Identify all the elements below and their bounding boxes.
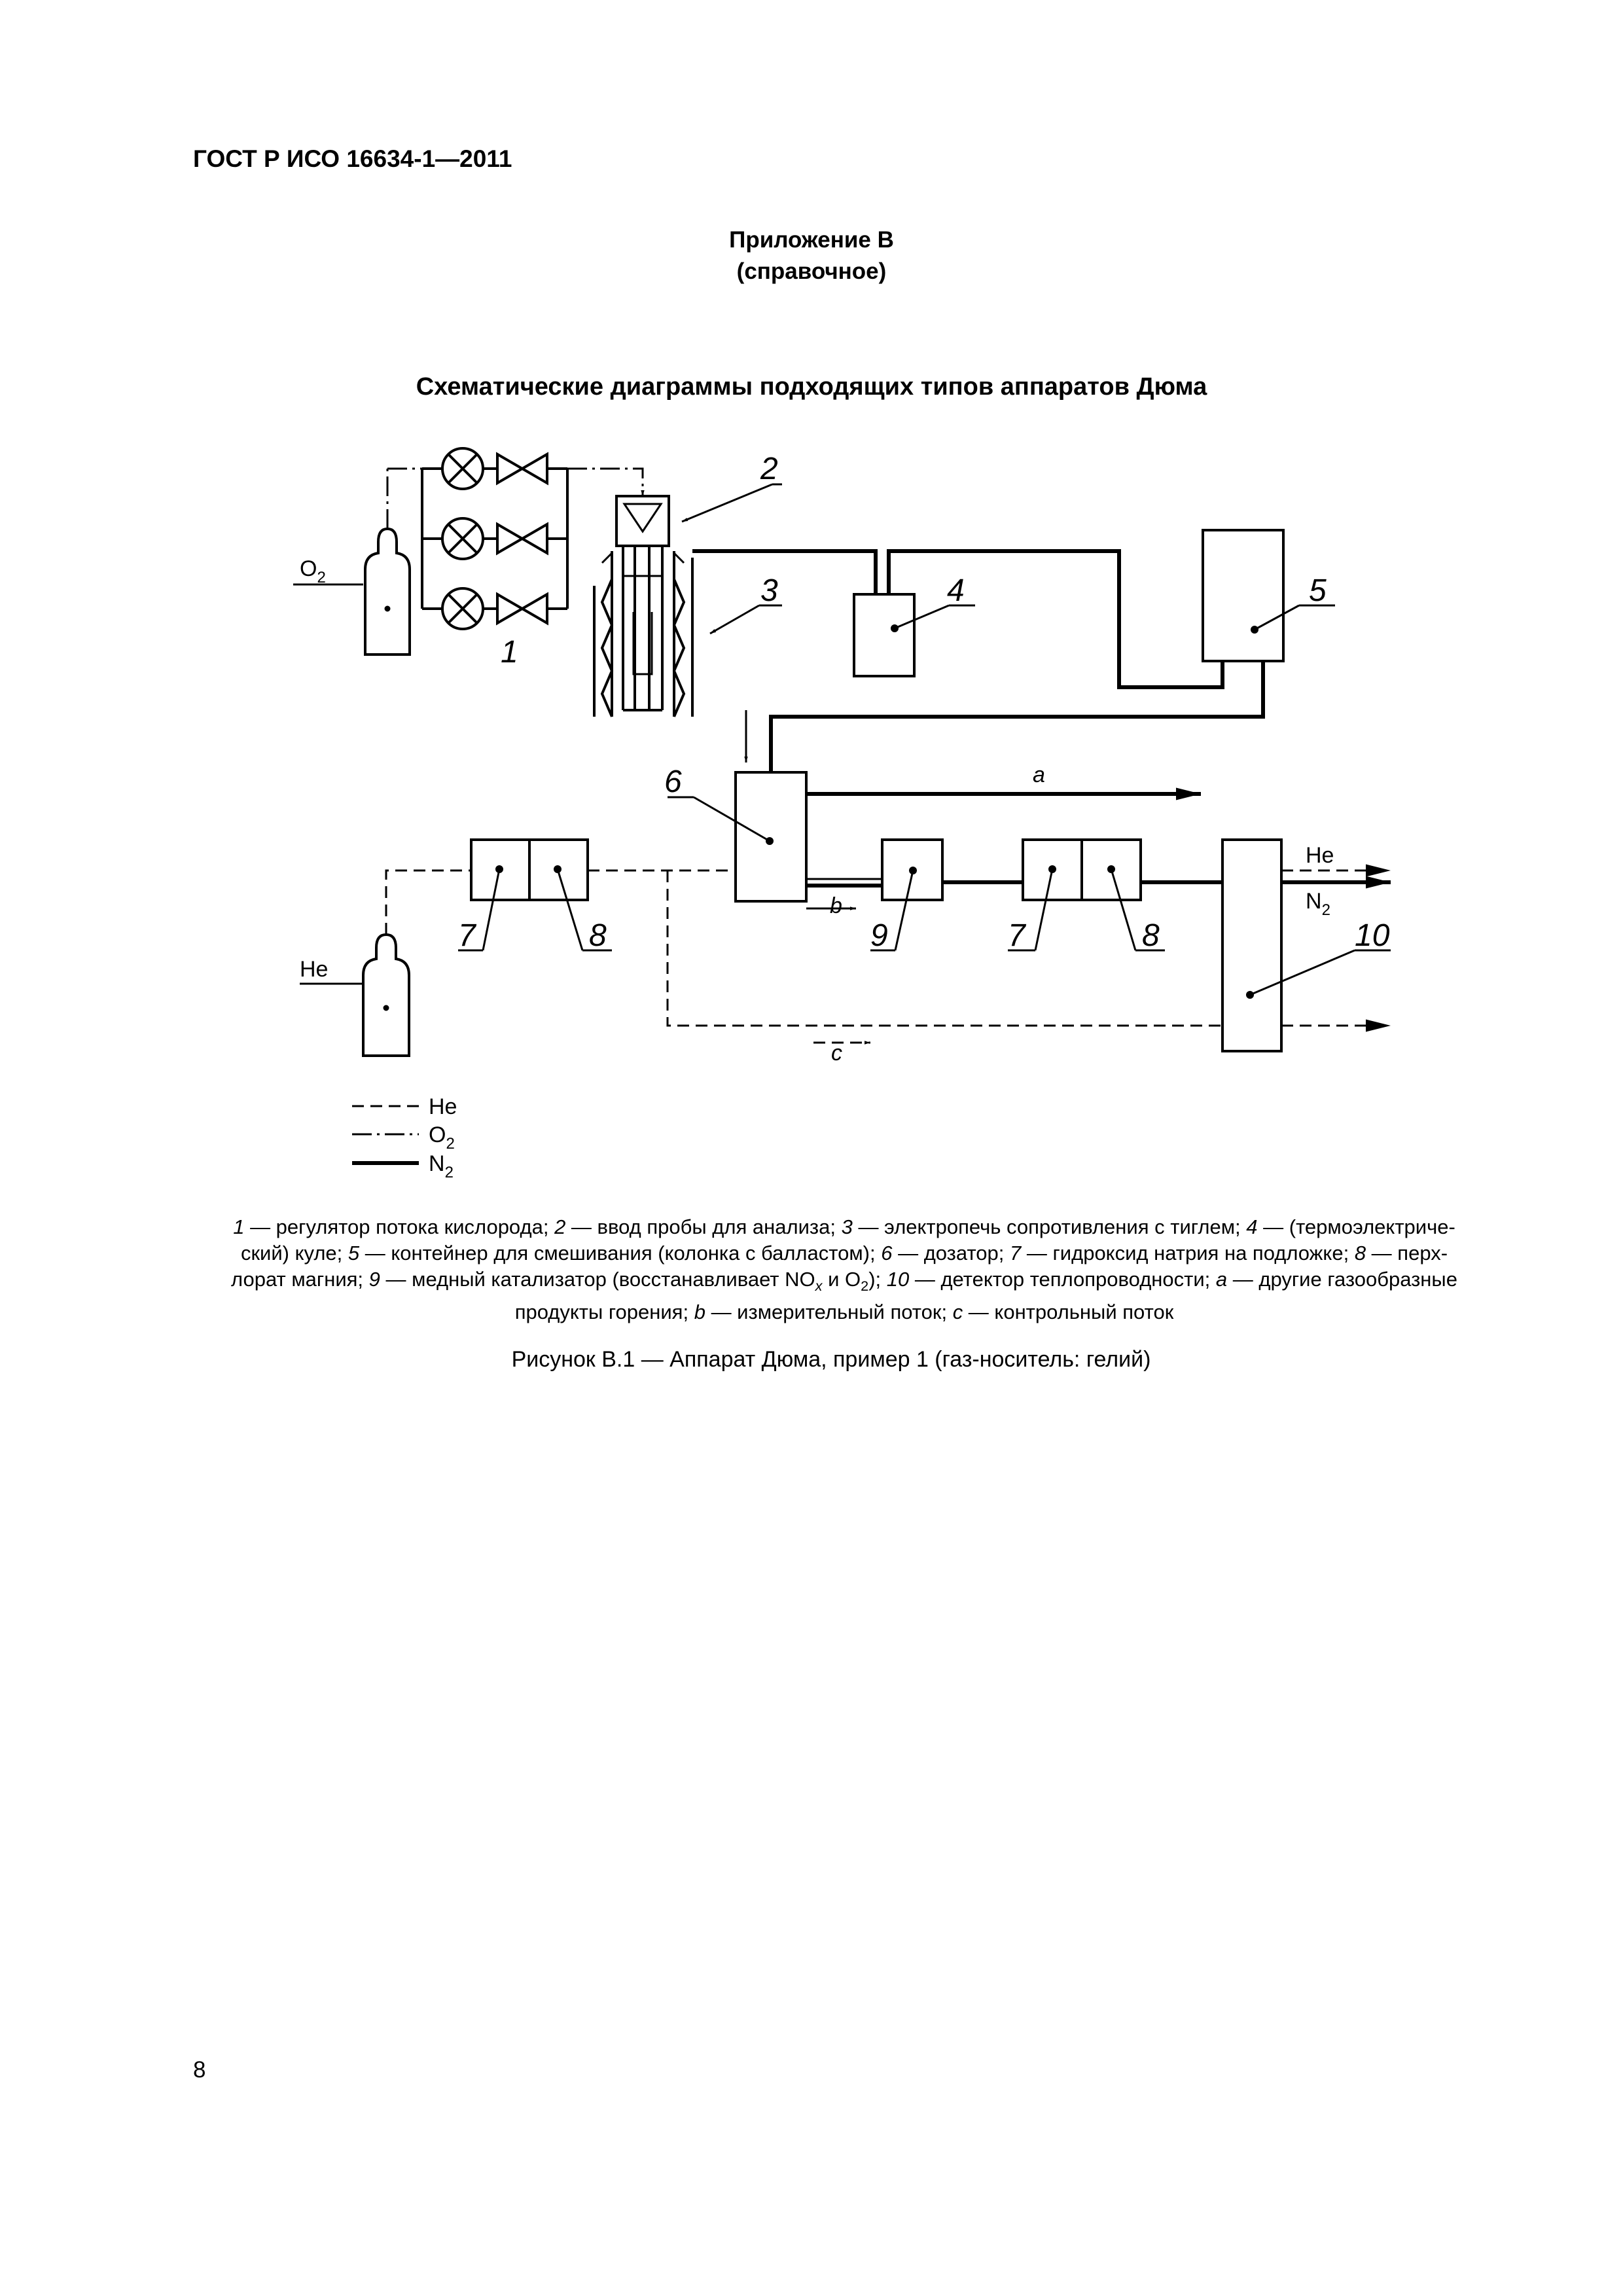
number-8-right: 8 bbox=[1142, 918, 1160, 953]
legend-n2-label: $N_2$ bbox=[429, 1151, 454, 1181]
number-8-left: 8 bbox=[589, 918, 607, 953]
line-type-legend bbox=[352, 1106, 419, 1163]
dosing-unit bbox=[736, 772, 806, 901]
legend-o2-label: $O_2$ bbox=[429, 1122, 455, 1153]
absorber-pair-left bbox=[471, 840, 588, 900]
figure-key bbox=[193, 1214, 1495, 1325]
figure-caption: Рисунок В.1 — Аппарат Дюма, пример 1 (газ-носитель: гелий) bbox=[511, 1347, 1151, 1372]
he-cylinder-label: He bbox=[300, 957, 329, 982]
he-cylinder bbox=[363, 935, 409, 1056]
flow-b-label: b bbox=[830, 893, 842, 918]
n2-lines bbox=[692, 551, 1391, 886]
legend-he-label: He bbox=[429, 1094, 457, 1119]
coulometer bbox=[854, 594, 914, 676]
o2-cylinder bbox=[365, 529, 410, 655]
flow-c-label: c bbox=[831, 1041, 842, 1066]
flow-a-label: a bbox=[1033, 762, 1045, 787]
number-2: 2 bbox=[760, 452, 778, 486]
annex-title: Приложение В bbox=[729, 227, 894, 253]
page-number: 8 bbox=[193, 2057, 206, 2083]
number-7-left: 7 bbox=[458, 918, 476, 953]
figure-key-line-4: продукты горения; b — измерительный поток; c — контрольный поток bbox=[514, 1300, 1174, 1324]
number-3: 3 bbox=[760, 573, 778, 608]
n2-outlet-label: $N_2$ bbox=[1306, 889, 1330, 919]
he-lines bbox=[386, 870, 1391, 1043]
document-header: ГОСТ Р ИСО 16634-1—2011 bbox=[193, 145, 512, 172]
mixing-container bbox=[1203, 530, 1283, 661]
figure-title: Схематические диаграммы подходящих типов аппаратов Дюма bbox=[416, 373, 1207, 401]
copper-catalyst bbox=[882, 840, 942, 900]
number-7-right: 7 bbox=[1008, 918, 1026, 953]
annex-type: (справочное) bbox=[736, 259, 887, 284]
figure-key-line-2: ский) куле; 5 — контейнер для смешивания (колонка с балластом); 6 — дозатор; 7 — гидроксид натрия на подложке; 8 — перх- bbox=[240, 1242, 1448, 1265]
resistance-furnace bbox=[594, 546, 692, 717]
sample-inlet bbox=[616, 496, 669, 546]
o2-cylinder-label: $O_2$ bbox=[300, 556, 326, 586]
number-6: 6 bbox=[664, 764, 682, 799]
number-9: 9 bbox=[870, 918, 888, 953]
thermal-conductivity-detector bbox=[1222, 840, 1281, 1051]
number-5: 5 bbox=[1309, 573, 1327, 608]
number-1: 1 bbox=[501, 635, 518, 670]
figure-key-line-1: 1 — регулятор потока кислорода; 2 — ввод пробы для анализа; 3 — электропечь сопротивления с тиглем; 4 — (термоэлектриче- bbox=[233, 1215, 1455, 1238]
number-10: 10 bbox=[1355, 918, 1390, 953]
he-outlet-label: He bbox=[1306, 843, 1334, 868]
absorber-pair-right bbox=[1023, 840, 1141, 900]
oxygen-flow-regulator bbox=[422, 448, 567, 629]
number-4: 4 bbox=[947, 573, 965, 608]
figure-key-line-3: лорат магния; 9 — медный катализатор (восстанавливает $NO_x$ и $O_2$); 10 — детектор теплопроводности; a — другие газообразные bbox=[231, 1268, 1457, 1295]
